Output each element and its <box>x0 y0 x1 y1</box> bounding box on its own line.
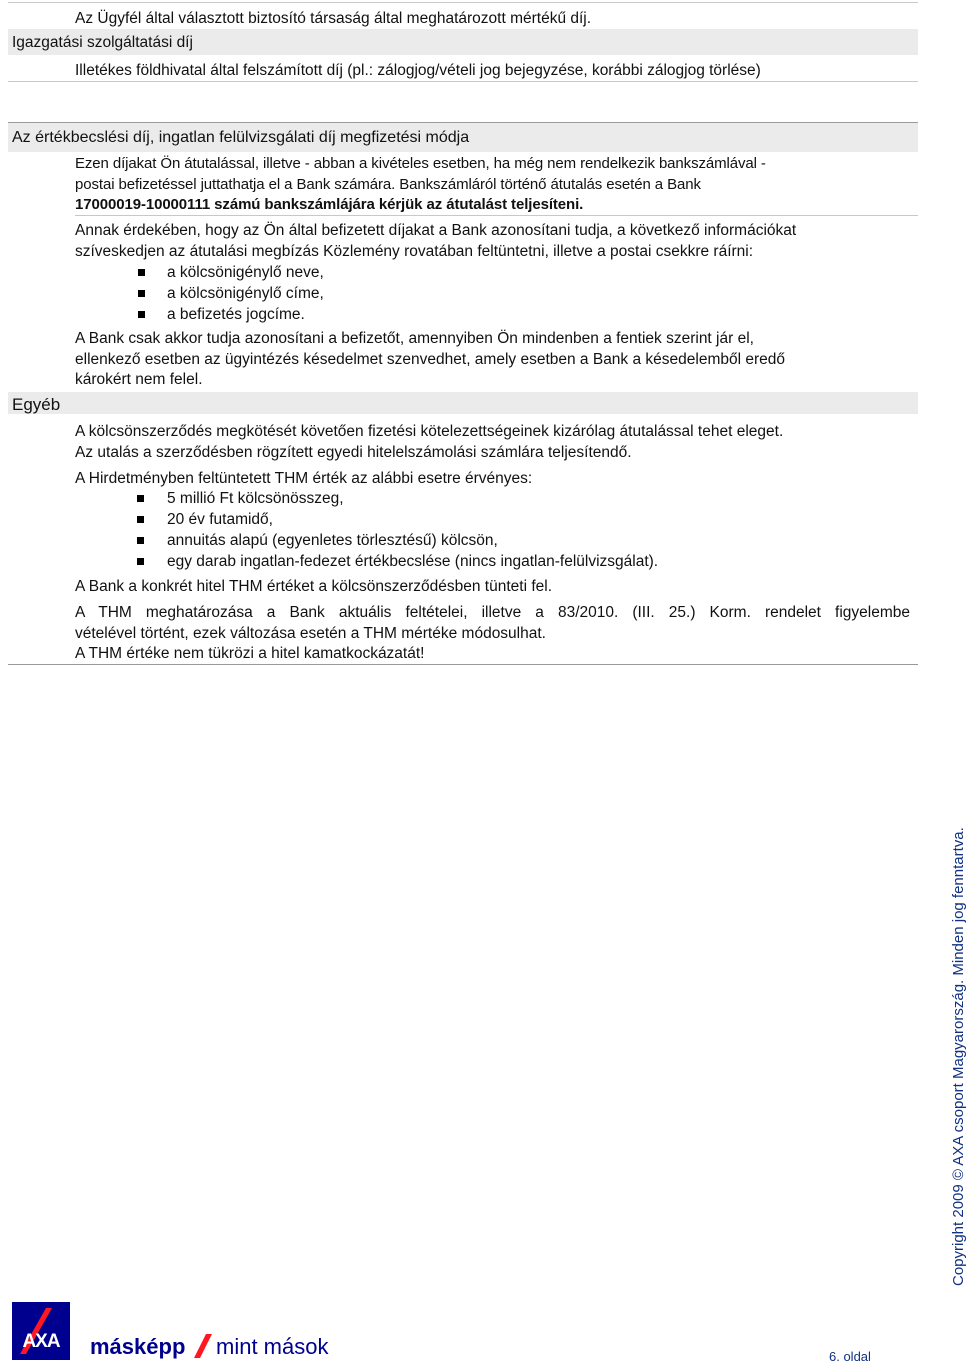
list-item-text: egy darab ingatlan-fedezet értékbecslése (nincs ingatlan-felülvizsgálat). <box>167 553 659 570</box>
admin-fee-label: Igazgatási szolgáltatási díj <box>12 34 193 51</box>
thm-condition-list <box>75 488 910 572</box>
thm-intro <box>75 469 910 490</box>
page-number: 6. oldal <box>829 1349 871 1364</box>
bullet-icon <box>138 311 145 318</box>
logo-text: AXA <box>22 1331 60 1352</box>
row-divider <box>75 215 918 216</box>
identification-intro: szíveskedjen az átutalási megbízás Közlemény rovatában feltüntetni, illetve a postai csekkre ráírni: <box>75 242 754 260</box>
thm-basis-paragraph <box>75 603 910 665</box>
insurance-fee-text: Az Ügyfél által választott biztosító társaság által meghatározott mértékű díj. <box>75 10 592 27</box>
transfer-obligation-paragraph <box>75 422 910 463</box>
copyright-notice: Copyright 2009 © AXA csoport Magyarország. Minden jog fenntartva. <box>950 827 967 1286</box>
bullet-icon <box>137 495 144 502</box>
list-item-text: annuitás alapú (egyenletes törlesztésű) kölcsön, <box>167 532 498 549</box>
payment-line: postai befizetéssel juttathatja el a Bank számára. Bankszámláról történő átutalás esetén a Bank <box>75 175 701 193</box>
row-divider <box>8 122 918 123</box>
row-divider <box>8 2 918 3</box>
slogan-text: mint mások <box>216 1334 329 1359</box>
bullet-icon <box>137 537 144 544</box>
warning-line: károkért nem felel. <box>75 371 203 388</box>
identification-intro: Annak érdekében, hogy az Ön által befizetett díjakat a Bank azonosítani tudja, a következő információkat <box>75 222 797 239</box>
list-item <box>75 262 910 283</box>
obligation-line: A kölcsönszerződés megkötését követően fizetési kötelezettségeinek kizárólag átutalással tehet eleget. <box>75 423 784 440</box>
thm-risk-line: A THM értéke nem tükrözi a hitel kamatkockázatát! <box>75 645 425 662</box>
thm-intro-line: A Hirdetményben feltüntetett THM érték az alábbi esetre érvényes: <box>75 470 533 487</box>
payment-method-paragraph <box>75 154 910 216</box>
axa-logo <box>12 1302 70 1360</box>
bullet-icon <box>138 269 145 276</box>
slogan-bold: másképp <box>90 1334 186 1359</box>
list-item <box>75 488 910 509</box>
other-label: Egyéb <box>12 395 61 414</box>
table-bottom-border <box>8 664 918 665</box>
slogan-slash-icon <box>193 1333 213 1359</box>
thm-basis-line: A THM meghatározása a Bank aktuális feltételei, illetve a 83/2010. (III. 25.) Korm. rendelet figyelembe <box>75 604 910 621</box>
list-item-text: a befizetés jogcíme. <box>167 306 305 323</box>
axa-logo-icon <box>12 1302 70 1360</box>
list-item <box>75 530 910 551</box>
warning-line: ellenkező esetben az ügyintézés késedelmet szenvedhet, amely esetben a Bank a késedelemből eredő <box>75 350 786 368</box>
section-heading: Az értékbecslési díj, ingatlan felülvizsgálati díj megfizetési módja <box>12 129 470 146</box>
list-item <box>75 304 910 325</box>
list-item <box>75 283 910 304</box>
list-item <box>75 509 910 530</box>
row-divider <box>8 81 918 82</box>
bullet-icon <box>137 558 144 565</box>
thm-contract-line: A Bank a konkrét hitel THM értéket a kölcsönszerződésben tünteti fel. <box>75 578 553 595</box>
identification-warning <box>75 329 910 391</box>
list-item-text: 5 millió Ft kölcsönösszeg, <box>167 490 344 507</box>
list-item-text: a kölcsönigénylő neve, <box>167 264 324 281</box>
other-row-bg <box>8 392 918 414</box>
payment-line: Ezen díjakat Ön átutalással, illetve - abban a kivételes esetben, ha még nem rendelkezik bankszámlával - <box>75 155 766 172</box>
list-item <box>75 551 910 572</box>
bullet-icon <box>137 516 144 523</box>
identification-bullet-list <box>75 262 910 325</box>
bank-account-line: 17000019-10000111 számú bankszámlájára kérjük az átutalást teljesíteni. <box>75 196 584 213</box>
list-item-text: a kölcsönigénylő címe, <box>167 285 324 302</box>
thm-basis-line: vételével történt, ezek változása esetén a THM mértéke módosulhat. <box>75 624 546 642</box>
thm-contract-paragraph <box>75 577 910 598</box>
warning-line: A Bank csak akkor tudja azonosítani a befizetőt, amennyiben Ön mindenben a fentiek szerint jár el, <box>75 330 754 347</box>
identification-paragraph <box>75 221 910 262</box>
obligation-line: Az utalás a szerződésben rögzített egyedi hitelelszámolási számlára teljesítendő. <box>75 443 632 461</box>
list-item-text: 20 év futamidő, <box>167 511 273 528</box>
bullet-icon <box>138 290 145 297</box>
land-registry-fee-text: Illetékes földhivatal által felszámított díj (pl.: zálogjog/vételi jog bejegyzése, korábbi zálogjog törlése) <box>75 62 761 79</box>
